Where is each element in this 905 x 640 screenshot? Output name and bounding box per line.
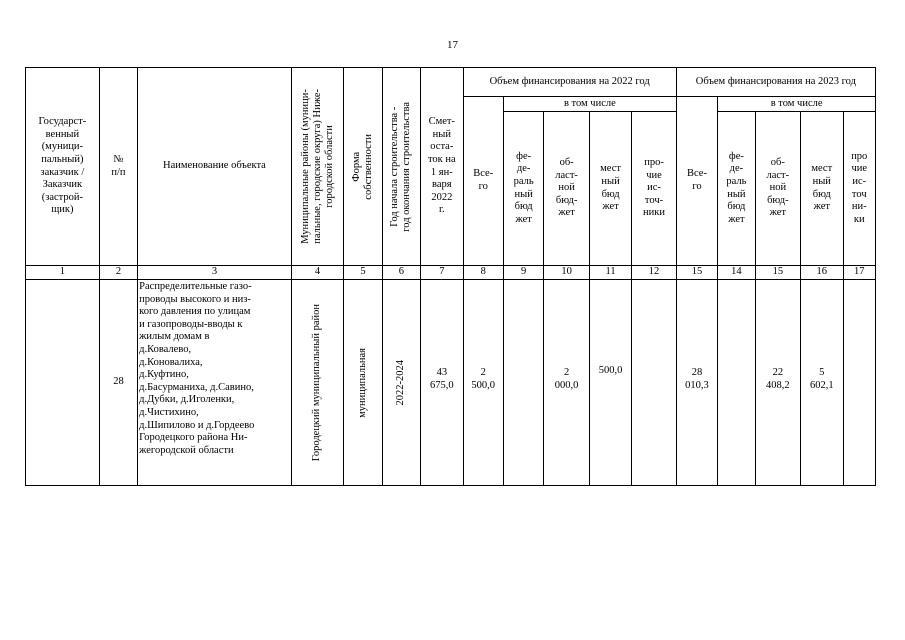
cell-total-2022: 2 500,0: [463, 280, 503, 486]
header-local-2022: мест ный бюд жет: [589, 112, 631, 266]
cell-object-name: Распределительные газо- проводы высокого и низ- кого давления по улицам и газопроводы-вводы к жилым домам в д.Ковалево, д.Коновалиха, д.Куфтино, д.Басурманиха, д.Савино, д.Дубки, д.Иголенки, д.Чистихино, д.Шипилово и д.Гордеево Городецкого района Ни- жегородской области: [138, 280, 292, 486]
column-number: 15: [755, 266, 800, 280]
cell-other-2022: [632, 280, 677, 486]
cell-customer: [26, 280, 100, 486]
column-number: 17: [843, 266, 876, 280]
column-number: 10: [544, 266, 589, 280]
table-row: [26, 280, 876, 486]
header-total-2023: Все- го: [676, 97, 717, 266]
cell-federal-2023: [718, 280, 755, 486]
cell-remainder: 43 675,0: [421, 280, 463, 486]
column-number: 3: [138, 266, 292, 280]
header-financing-2022: Объем финансирования на 2022 год: [463, 68, 676, 97]
cell-local-2023: 5 602,1: [801, 280, 843, 486]
header-build-years: Год начала строительства - год окончания строительства: [382, 68, 420, 266]
header-ownership: Форма собственности: [344, 68, 382, 266]
column-number: 7: [421, 266, 463, 280]
financing-table: [25, 67, 876, 486]
column-number: 14: [718, 266, 755, 280]
page-number: 17: [447, 39, 458, 51]
header-other-2022: про- чие ис- точ- ники: [632, 112, 677, 266]
header-financing-2023: Объем финансирования на 2023 год: [676, 68, 875, 97]
cell-other-2023: [843, 280, 876, 486]
column-number: 16: [801, 266, 843, 280]
column-number: 9: [503, 266, 543, 280]
cell-row-number: 28: [99, 280, 137, 486]
header-districts: Муниципальные районы (муници- пальные, городские округа) Ниже- городской области: [291, 68, 344, 266]
header-regional-2022: об- ласт- ной бюд- жет: [544, 112, 589, 266]
header-local-2023: мест ный бюд жет: [801, 112, 843, 266]
column-number: 11: [589, 266, 631, 280]
column-number: 6: [382, 266, 420, 280]
cell-district: Городецкий муниципальный район: [291, 280, 344, 486]
column-number: 8: [463, 266, 503, 280]
header-including-2022: в том числе: [503, 97, 676, 112]
cell-regional-2023: 22 408,2: [755, 280, 800, 486]
cell-years: 2022-2024: [382, 280, 420, 486]
header-federal-2022: фе- де- раль ный бюд жет: [503, 112, 543, 266]
column-number: 12: [632, 266, 677, 280]
header-regional-2023: об- ласт- ной бюд- жет: [755, 112, 800, 266]
header-object-name: Наименование объекта: [138, 68, 292, 266]
cell-local-2022: 500,0: [589, 280, 631, 486]
cell-regional-2022: 2 000,0: [544, 280, 589, 486]
column-number: 15: [676, 266, 717, 280]
column-number: 2: [99, 266, 137, 280]
header-customer: Государст- венный (муници- пальный) заказчик / Заказчик (застрой- щик): [26, 68, 100, 266]
cell-federal-2022: [503, 280, 543, 486]
header-total-2022: Все- го: [463, 97, 503, 266]
header-including-2023: в том числе: [718, 97, 876, 112]
header-other-2023: про чие ис- точ ни- ки: [843, 112, 876, 266]
column-number: 5: [344, 266, 382, 280]
header-row-number: № п/п: [99, 68, 137, 266]
column-number: 1: [26, 266, 100, 280]
column-number: 4: [291, 266, 344, 280]
header-federal-2023: фе- де- раль ный бюд жет: [718, 112, 755, 266]
cell-ownership: муниципальная: [344, 280, 382, 486]
header-estimated-remainder: Смет- ный оста- ток на 1 ян- варя 2022 г.: [421, 68, 463, 266]
cell-total-2023: 28 010,3: [676, 280, 717, 486]
column-numbers-row: [26, 266, 876, 280]
